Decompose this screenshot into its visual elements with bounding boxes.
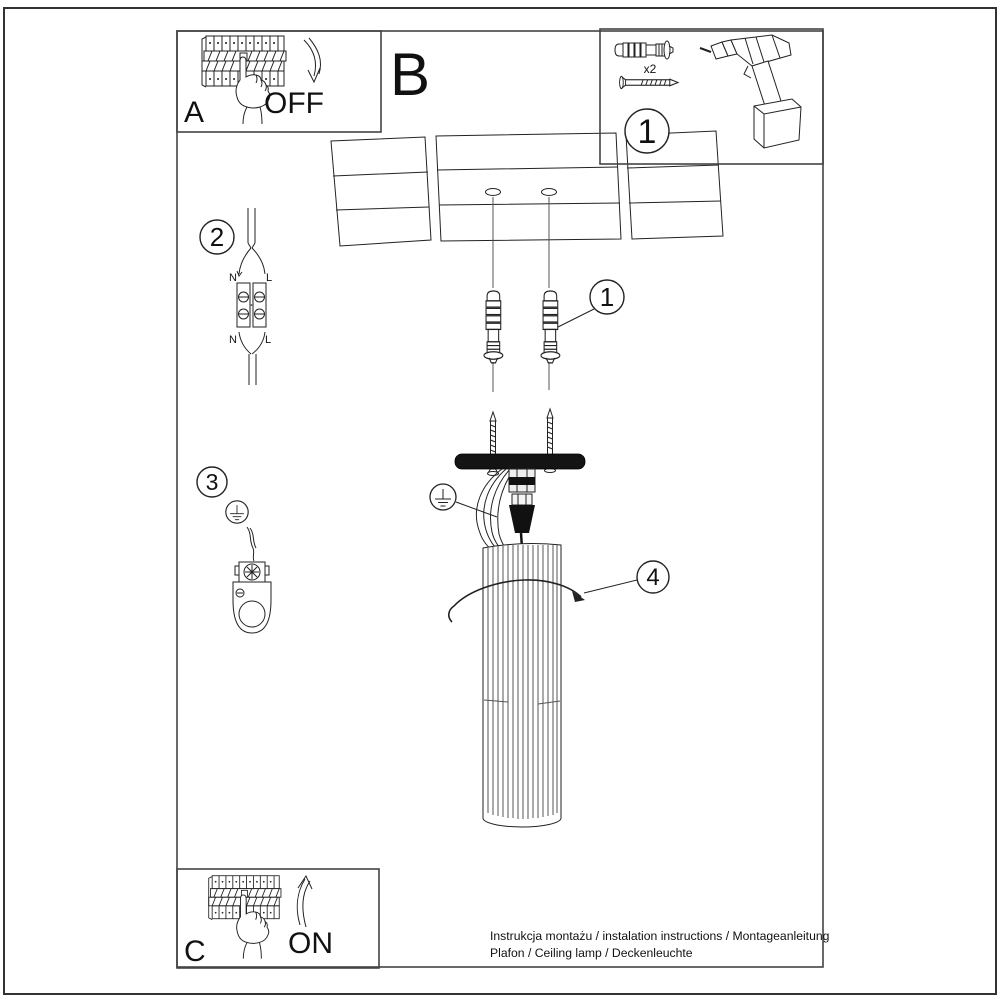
- ground-symbol-icon: [430, 484, 456, 510]
- footer-line-2: Plafon / Ceiling lamp / Deckenleuchte: [490, 946, 693, 960]
- wire-label-n: N: [229, 334, 237, 346]
- panel-a-letter: A: [184, 96, 205, 129]
- panel-c-letter: C: [184, 935, 206, 968]
- callout-step-3-number: 3: [205, 469, 219, 495]
- canopy-bracket: [455, 454, 585, 469]
- footer-line-1: Instrukcja montażu / instalation instructions / Montageanleitung: [490, 929, 830, 943]
- anchor-quantity: x2: [643, 62, 657, 76]
- callout-step-2-number: 2: [209, 222, 225, 252]
- ground-clamp: [233, 562, 271, 633]
- wall-anchor-icon: [484, 291, 503, 363]
- lamp-cylinder: [483, 544, 561, 827]
- wire-label-l: L: [264, 334, 272, 346]
- wall-anchor-icon: [615, 41, 673, 59]
- wire-label-n: N: [229, 272, 237, 284]
- panel-c-action: ON: [288, 927, 333, 960]
- ground-symbol-icon: [226, 501, 248, 523]
- wall-anchor-icon: [541, 291, 560, 363]
- callout-step-4-number: 4: [646, 564, 660, 591]
- panel-b-letter: B: [390, 41, 431, 108]
- parts-step-number: 1: [637, 113, 657, 151]
- callout-step-1-number: 1: [599, 282, 615, 312]
- panel-a-action: OFF: [264, 87, 324, 120]
- mounting-hole: [486, 189, 501, 196]
- mounting-hole: [542, 189, 557, 196]
- wire-label-l: L: [265, 272, 273, 284]
